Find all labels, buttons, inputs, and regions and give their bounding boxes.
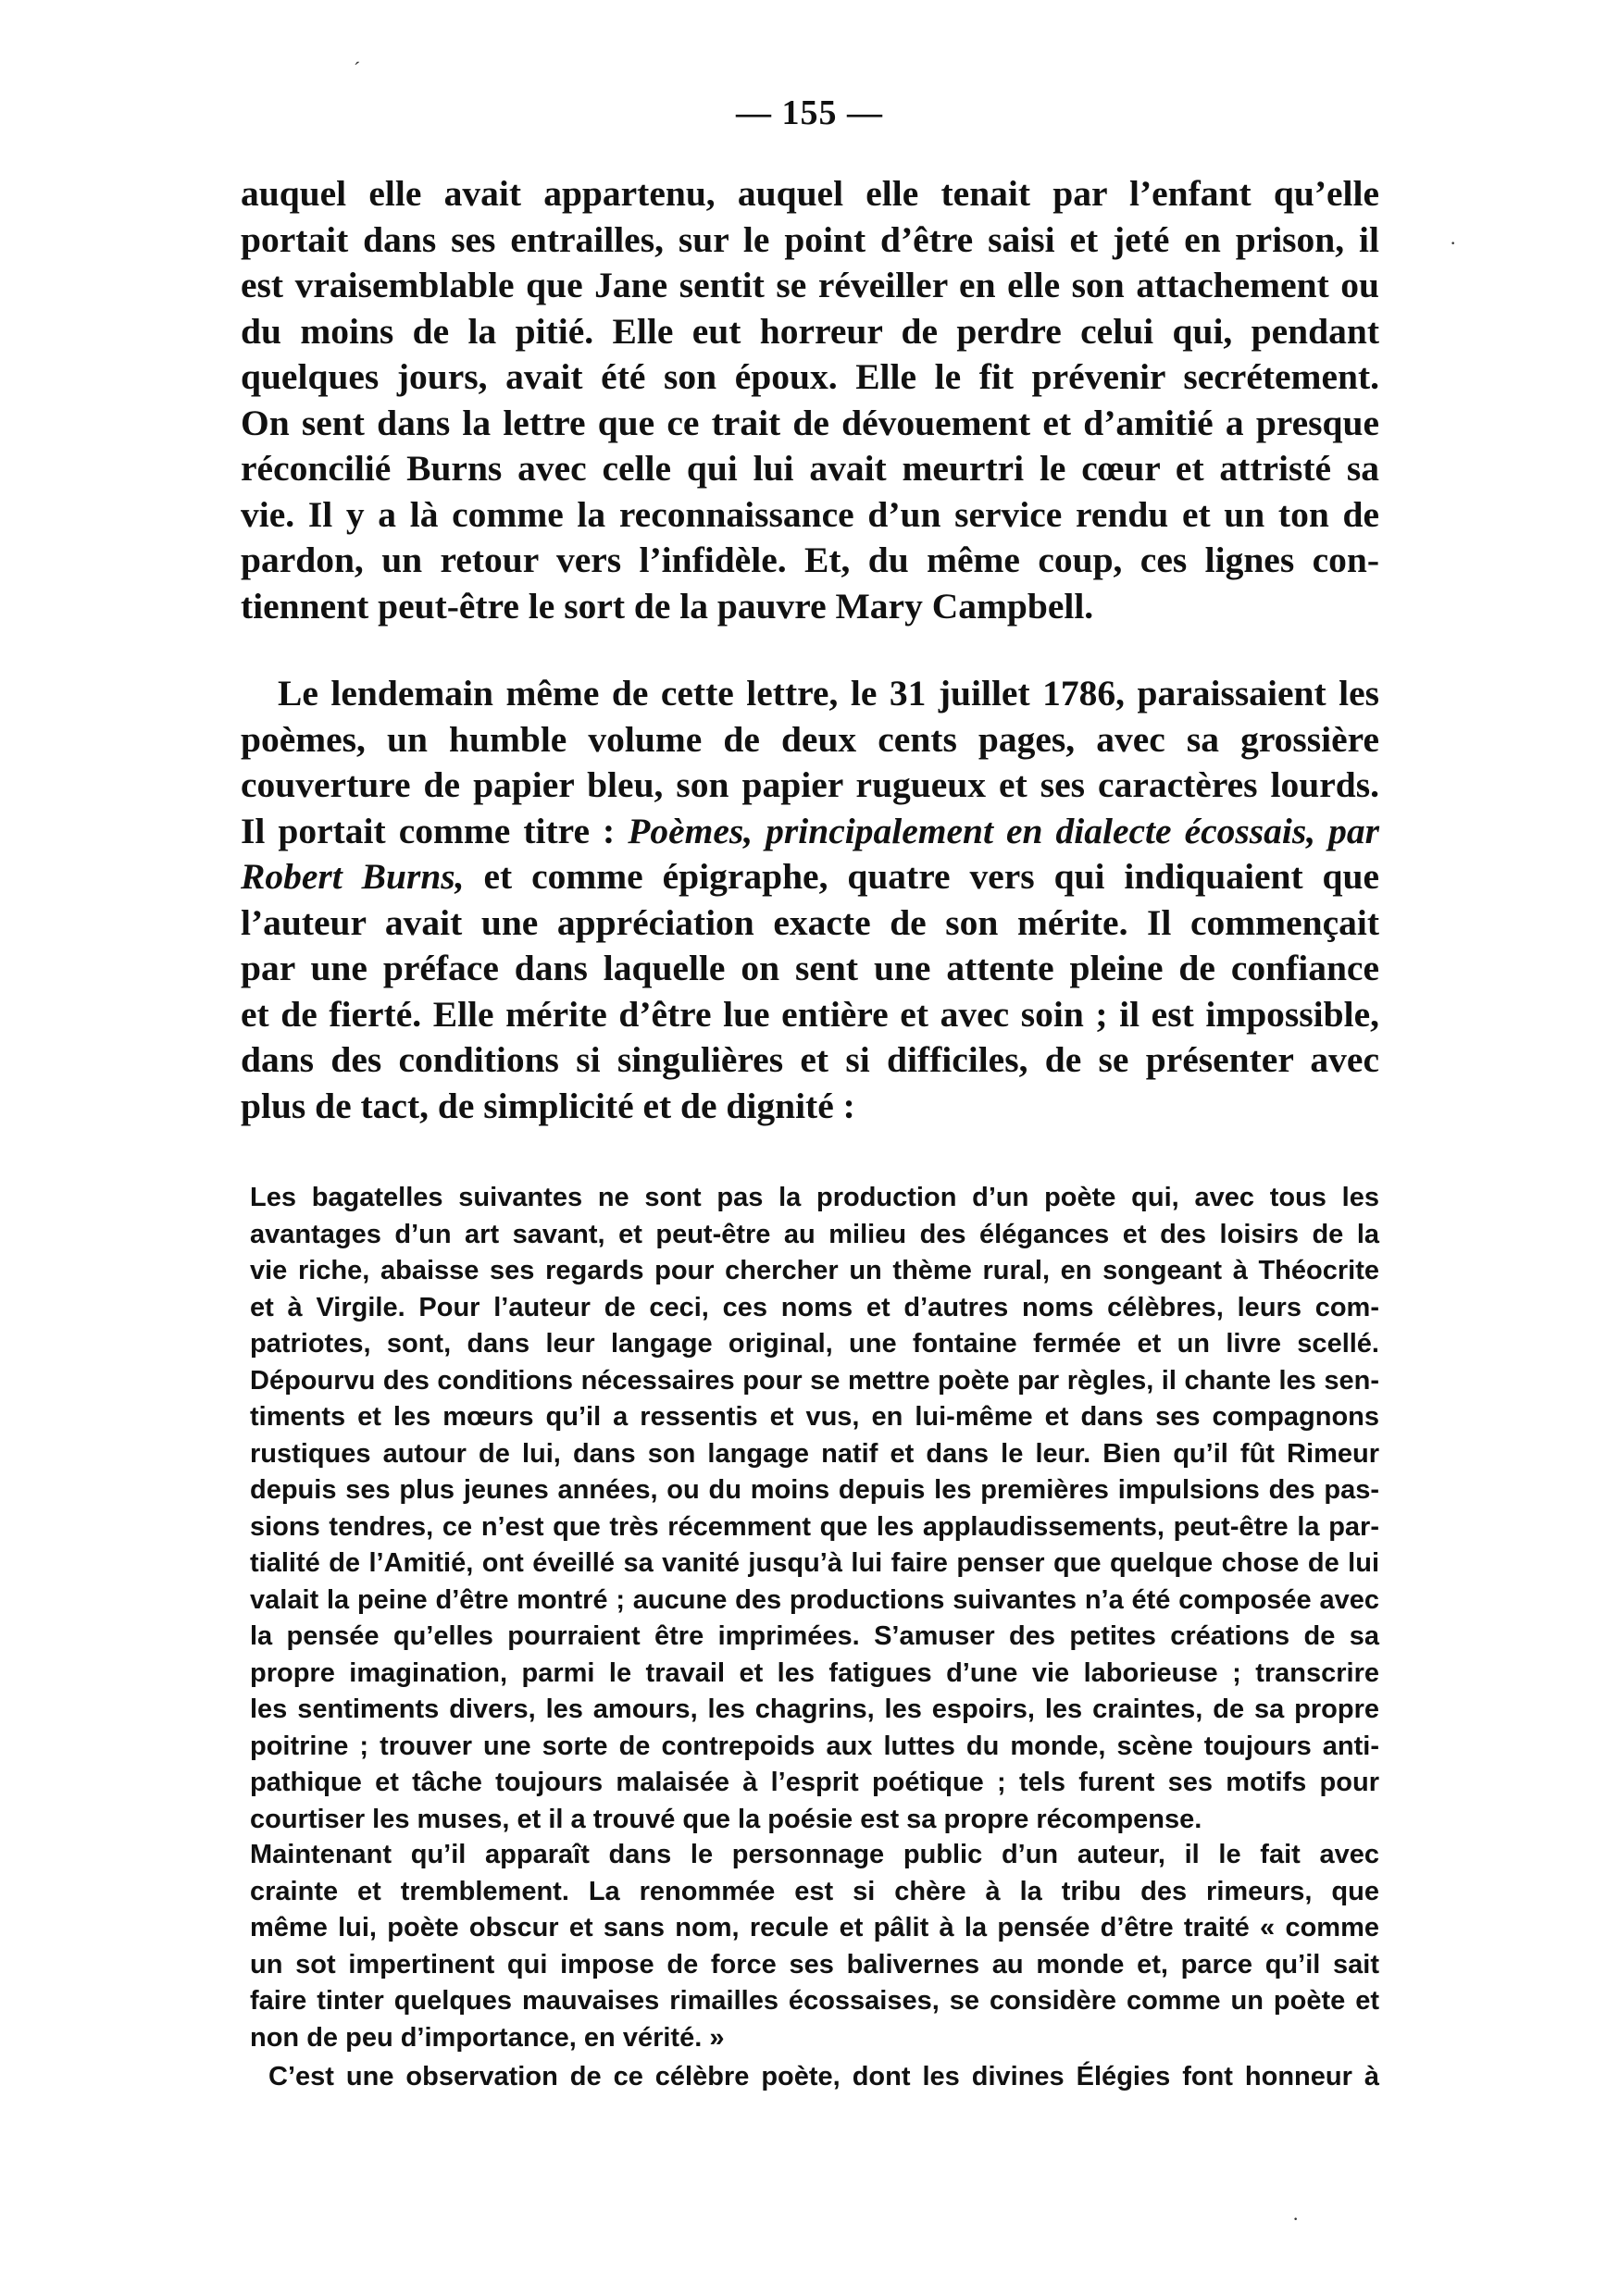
book-title: Poèmes, principalement en dialecte écossais, par [628,810,1379,851]
text-line: et de fierté. Elle mérite d’être lue entière et avec soin ; il est impossible, [241,993,1379,1035]
title-line [241,809,1379,855]
paragraph-2 [241,671,1379,1129]
quote-line: Maintenant qu’il apparaît dans le personnage public d’un auteur, il le fait avec [250,1840,1379,1869]
title-prefix: Il portait comme titre : [241,810,629,851]
text-line: quelques jours, avait été son époux. Elle le fit prévenir secrétement. [241,356,1379,397]
text-line: On sent dans la lettre que ce trait de dévouement et d’amitié a presque [241,402,1379,443]
text-line: tiennent peut-être le sort de la pauvre Mary Campbell. [241,585,1094,627]
stray-dot: · [1450,231,1457,254]
text-line: est vraisemblable que Jane sentit se réveiller en elle son attachement ou [241,265,1379,305]
text-line: l’auteur avait une appréciation exacte de son mérite. Il commençait [241,901,1379,943]
preface-quote-3 [250,2059,1379,2096]
paragraph-1 [241,171,1379,629]
text-line: réconcilié Burns avec celle qui lui avait meurtri le cœur et attristé sa [241,448,1379,489]
text-line: poèmes, un humble volume de deux cents pages, avec sa grossière [241,718,1379,760]
text-line: plus de tact, de simplicité et de dignité : [241,1085,855,1126]
preface-quote-2 [250,1837,1379,2056]
text-line: pardon, un retour vers l’infidèle. Et, du même coup, ces lignes con- [241,540,1379,580]
quote-line: les sentiments divers, les amours, les chagrins, les espoirs, les craintes, de sa propre [250,1694,1379,1724]
quote-line: poitrine ; trouver une sorte de contrepoids aux luttes du monde, scène toujours anti- [250,1731,1379,1761]
author-line [241,854,1379,900]
quote-line: un sot impertinent qui impose de force ses balivernes au monde et, parce qu’il sait [250,1949,1379,1980]
quote-line: la pensée qu’elles pourraient être imprimées. S’amuser des petites créations de sa [250,1621,1379,1651]
text-line: vie. Il y a là comme la reconnaissance d’un service rendu et un ton de [241,493,1379,535]
page-number: — 155 — [736,93,883,132]
quote-line: et à Virgile. Pour l’auteur de ceci, ces noms et d’autres noms célèbres, leurs com- [250,1292,1379,1322]
quote-line: vie riche, abaisse ses regards pour chercher un thème rural, en songeant à Théocrite [250,1256,1379,1285]
quote-line: faire tinter quelques mauvaises rimailles écossaises, se considère comme un poète et [250,1986,1379,2016]
preface-quote-1 [250,1180,1379,1838]
quote-line: non de peu d’importance, en vérité. » [250,2022,725,2053]
quote-line: Les bagatelles suivantes ne sont pas la production d’un poète qui, avec tous les [250,1183,1379,1212]
quote-line: tialité de l’Amitié, ont éveillé sa vanité jusqu’à lui faire penser que quelque chose de lui [250,1548,1379,1578]
quote-line: avantages d’un art savant, et peut-être au milieu des élégances et des loisirs de la [250,1219,1379,1249]
text-line: Le lendemain même de cette lettre, le 31 juillet 1786, paraissaient les [278,673,1379,714]
quote-line: propre imagination, parmi le travail et les fatigues d’une vie laborieuse ; transcrire [250,1657,1379,1688]
quote-line: valait la peine d’être montré ; aucune des productions suivantes n’a été composée avec [250,1584,1379,1615]
text-line: dans des conditions si singulières et si difficiles, de se présenter avec [241,1039,1379,1080]
text-line: auquel elle avait appartenu, auquel elle tenait par l’enfant qu’elle [241,173,1379,214]
quote-line: rustiques autour de lui, dans son langage natif et dans le leur. Bien qu’il fût Rimeur [250,1438,1379,1469]
quote-line: crainte et tremblement. La renommée est si chère à la tribu des rimeurs, que [250,1876,1379,1906]
quote-line: sions tendres, ce n’est que très récemment que les applaudissements, peut-être la par- [250,1511,1379,1542]
text-line: portait dans ses entrailles, sur le point d’être saisi et jeté en prison, il [241,218,1379,260]
quote-line: même lui, poète obscur et sans nom, recule et pâlit à la pensée d’être traité « comme [250,1913,1379,1942]
book-author: Robert Burns, [241,856,465,897]
stray-dot: · [1292,2207,1300,2230]
text-line: couverture de papier bleu, son papier rugueux et ses caractères lourds. [241,764,1379,805]
text-line: par une préface dans laquelle on sent une attente pleine de confiance [241,948,1379,988]
quote-line: depuis ses plus jeunes années, ou du moins depuis les premières impulsions des pas- [250,1475,1379,1505]
quote-line: courtiser les muses, et il a trouvé que la poésie est sa propre récompense. [250,1804,1202,1834]
quote-line: Dépourvu des conditions nécessaires pour se mettre poète par règles, il chante les sen- [250,1365,1379,1396]
quote-line: patriotes, sont, dans leur langage original, une fontaine fermée et un livre scellé. [250,1329,1379,1359]
quote-line: C’est une observation de ce célèbre poète, dont les divines Élégies font honneur à [268,2062,1379,2091]
quote-line: timents et les mœurs qu’il a ressentis et vus, en lui-même et dans ses compagnons [250,1402,1379,1432]
stray-mark: ´ [354,57,361,81]
quote-line: pathique et tâche toujours malaisée à l’esprit poétique ; tels furent ses motifs pour [250,1768,1379,1797]
text-line: du moins de la pitié. Elle eut horreur de perdre celui qui, pendant [241,310,1379,352]
author-suffix: et comme épigraphe, quatre vers qui indiquaient que [464,856,1379,897]
